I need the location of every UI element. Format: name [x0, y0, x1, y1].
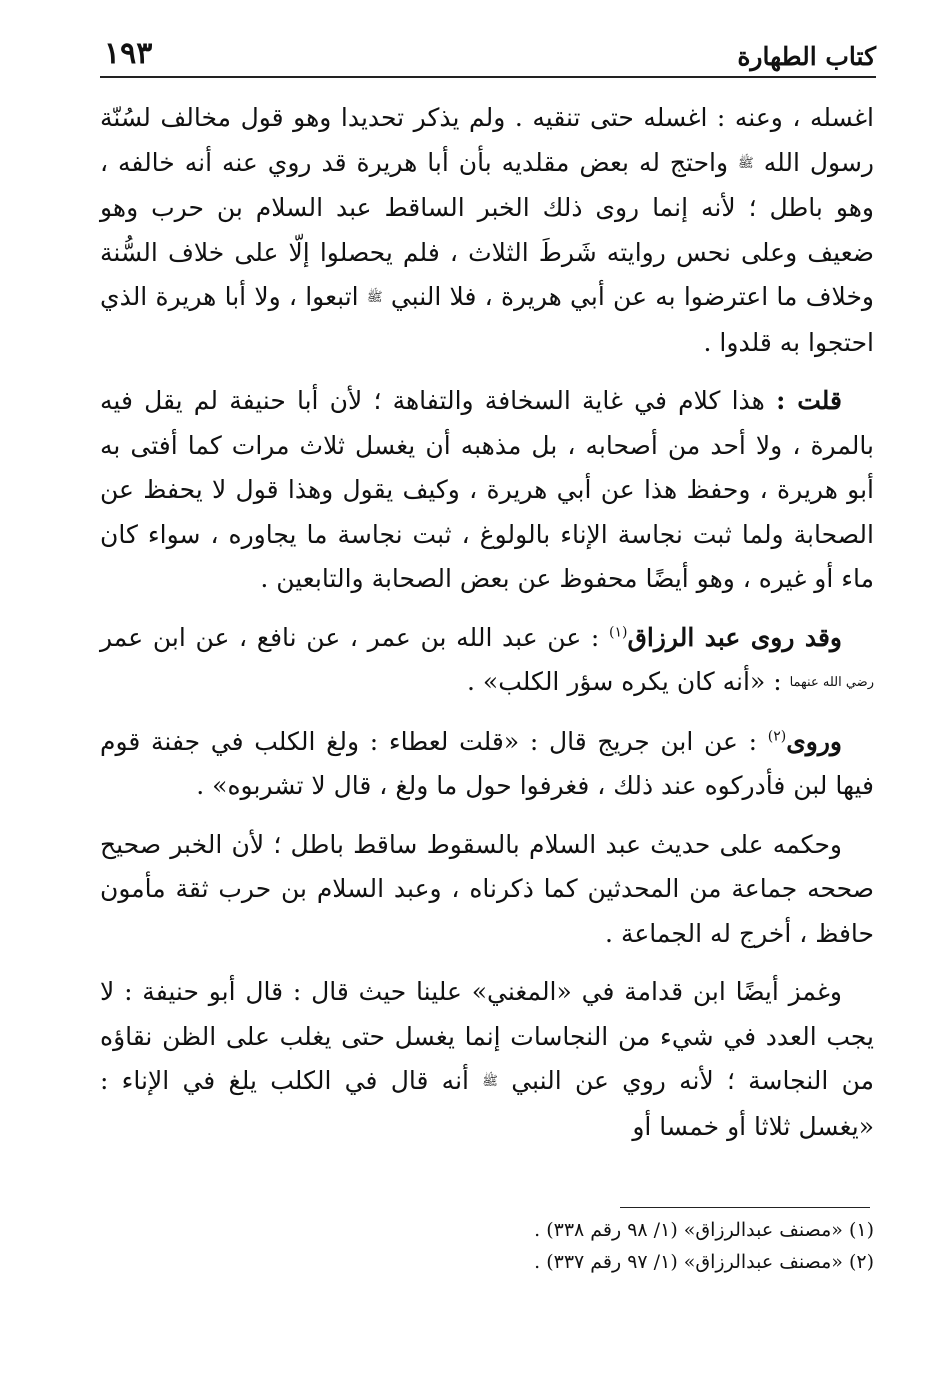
paragraph-text: : عن ابن جريج قال : «قلت لعطاء : ولغ الكلب في جفنة قوم فيها لبن فأدركوه عند ذلك ، فغرفوا حول ما ولغ ، قال لا تشربوه» . — [100, 726, 874, 800]
paragraph-1 — [100, 96, 874, 365]
header-divider — [100, 76, 876, 78]
paragraph-text: هذا كلام في غاية السخافة والتفاهة ؛ لأن أبا حنيفة لم يقل فيه بالمرة ، ولا أحد من أصحابه ، بل مذهبه أن يغسل ثلاث مرات كما أفتى به أبو هريرة ، وحفظ هذا عن أبي هريرة ، وكيف يقول وهذا قول لا يحفظ عن الصحابة ولما ثبت نجاسة الإناء بالولوغ ، ثبت نجاسة ما يجاوره ، سواء كان ماء أو غيره ، وهو أيضًا محفوظ عن بعض الصحابة والتابعين . — [100, 386, 874, 593]
book-title: كتاب الطهارة — [737, 42, 876, 71]
paragraph-text: وغمز أيضًا ابن قدامة في «المغني» علينا حيث قال : قال أبو حنيفة : لا يجب العدد في شيء من النجاسات إنما يغسل حتى يغلب على الظن نقاؤه من النجاسة ؛ لأنه روي عن النبي — [100, 977, 875, 1095]
footnote-reference[interactable]: (١) — [609, 624, 628, 641]
paragraph-text-after: أنه قال في الكلب يلغ في الإناء : «يغسل ثلاثا أو خمسا أو — [100, 1066, 874, 1141]
paragraph-text: وحكمه على حديث عبد السلام بالسقوط ساقط باطل ؛ لأن الخبر صحيح صححه جماعة من المحدثين كما ذكرناه ، وعبد السلام بن حرب ثقة مأمون حافظ ، أخرج له الجماعة . — [100, 829, 874, 948]
paragraph-6 — [100, 970, 874, 1149]
salawat-mark: ﷺ — [738, 155, 754, 171]
footnote-2: (٢) «مصنف عبدالرزاق» (١/ ٩٧ رقم ٣٣٧) . — [534, 1251, 874, 1273]
paragraph-5 — [100, 823, 874, 957]
honorific-mark: رضي الله عنهما — [789, 675, 874, 690]
paragraph-text-after: : «أنه كان يكره سؤر الكلب» . — [467, 667, 782, 696]
footnote-reference[interactable]: (٢) — [767, 728, 787, 745]
paragraph-3 — [100, 616, 874, 706]
paragraph-lead: وروى — [786, 726, 842, 756]
page-header — [100, 30, 876, 80]
paragraph-lead: وقد روى عبد الرزاق — [627, 622, 842, 652]
paragraph-text: : عن عبد الله بن عمر ، عن نافع ، عن ابن عمر — [100, 622, 600, 652]
page-number: ١٩٣ — [104, 36, 153, 71]
salawat-mark: ﷺ — [482, 1074, 498, 1089]
p1-line-4: روايته شَرطَ الثلاث ، فلم يحصلوا إلّا على خلاف السُّنة وخلاف ما اعترضوا به عن — [100, 237, 874, 311]
footnote-1: (١) «مصنف عبدالرزاق» (١/ ٩٨ رقم ٣٣٨) . — [534, 1219, 874, 1241]
p1-line-2: واحتج له بعض مقلديه بأن أبا هريرة قد روي عنه أنه خالفه ، وهو باطل ؛ — [100, 147, 874, 222]
paragraph-lead: قلت : — [776, 386, 842, 415]
footnotes — [100, 1214, 874, 1278]
p1-line-6: اتبعوا ، ولا أبا هريرة الذي احتجوا به قلدوا . — [100, 282, 874, 357]
main-text — [100, 96, 874, 1149]
salawat-mark: ﷺ — [366, 290, 383, 305]
paragraph-4 — [100, 720, 874, 809]
p1-line-5: أبي هريرة ، فلا النبي — [390, 282, 605, 311]
footnote-divider — [620, 1207, 870, 1208]
p1-line-1: اغسله ، وعنه : اغسله حتى تنقيه . ولم يذكر تحديدا وهو قول مخالف لسُنّة رسول الله — [100, 103, 874, 177]
paragraph-2 — [100, 379, 874, 602]
p1-line-3: لأنه إنما روى ذلك الخبر الساقط عبد السلام بن حرب وهو ضعيف وعلى نحس — [100, 193, 874, 267]
